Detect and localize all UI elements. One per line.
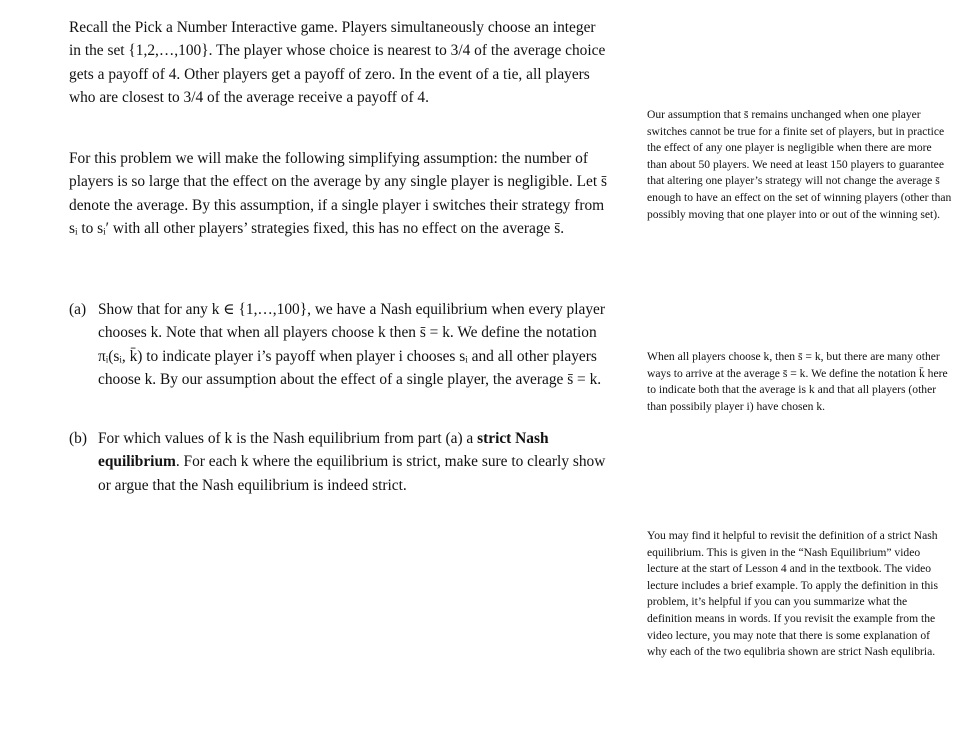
side-note-3-text: You may find it helpful to revisit the definition of a strict Nash equilibrium. This is given in the “Nash Equilibrium” video lecture at the start of Lesson 4 and in the textbook. The video lecture includes a brief example. To apply the definition in this problem, it’s helpful if you can you summarize what the definition means in words. If you revisit the example from the video lecture, you may note that there is some explanation of why each of the two equlibria shown are strict Nash equlibria. [647,529,938,659]
part-b-text-after: . For each k where the equilibrium is strict, make sure to clearly show or argue that the Nash equilibrium is indeed strict. [98,453,606,494]
side-note-assumption [647,107,952,223]
assumption-paragraph [69,147,611,241]
side-note-notation [647,349,952,415]
intro-text: Recall the Pick a Number Interactive game. Players simultaneously choose an integer in the set {1,2,…,100}. The player whose choice is nearest to 3/4 of the average choice gets a payoff of 4. Other players get a payoff of zero. In the event of a tie, all players who are closest to 3/4 of the average receive a payoff of 4. [69,19,606,107]
side-note-1-text: Our assumption that s̄ remains unchanged when one player switches cannot be true for a finite set of players, but in practice the effect of any one player is negligible when there are more than about 50 players. We need at least 150 players to guarantee that altering one player’s strategy will not change the average s̄ enough to have an effect on the set of winning players (other than possibly moving that one player into or out of the winning set). [647,108,952,221]
side-note-2-text: When all players choose k, then s̄ = k, but there are many other ways to arrive at the average s̄ = k. We define the notation k̄ here to indicate both that the average is k and that all players (other than possibily player i) have chosen k. [647,350,948,413]
assumption-text: For this problem we will make the following simplifying assumption: the number of players is so large that the effect on the average by any single player is negligible. Let s̄ denote the average. By this assumption, if a single player i switches their strategy from sᵢ to sᵢ′ with all other players’ strategies fixed, this has no effect on the average s̄. [69,150,607,238]
part-b-text-before: For which values of k is the Nash equilibrium from part (a) a [98,430,478,447]
side-note-definition [647,528,952,661]
intro-paragraph [69,16,611,110]
part-b-label: (b) [69,430,87,447]
part-b-bold-term: strict Nash equilibrium [98,430,549,471]
part-a-label: (a) [69,301,87,318]
part-a [69,298,611,392]
part-a-text: Show that for any k ∈ {1,…,100}, we have a Nash equilibrium when every player chooses k. Note that when all players choose k then s̄ = k. We define the notation πᵢ(sᵢ, k̄) to indicate player i’s payoff when player i chooses sᵢ and all other players choose k. By our assumption about the effect of a single player, the average s̄ = k. [98,301,605,389]
part-b [69,427,611,497]
